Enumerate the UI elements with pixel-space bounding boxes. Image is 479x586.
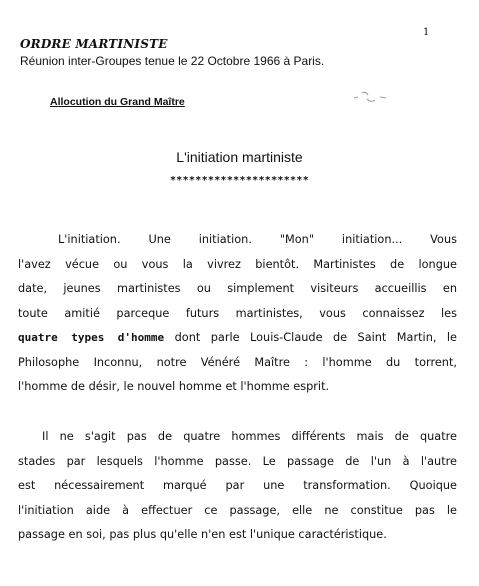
paragraph-2-line-4: l'initiation aide à effectuer ce passage, elle ne constitue pas le [18,503,457,517]
paragraph-1-line-6: Philosophe Inconnu, notre Vénéré Maître : l'homme du torrent, [18,355,457,369]
order-title: ORDRE MARTINISTE [20,37,168,51]
article-title: L'initiation martiniste [176,149,303,165]
paragraph-2-line-2: stades par lesquels l'homme passe. Le passage de l'un à l'autre [18,454,457,468]
paragraph-1-line-2: l'avez vécue ou vous la vivrez bientôt. Martinistes de longue [18,257,457,271]
paragraph-1-line-7: l'homme de désir, le nouvel homme et l'homme esprit. [18,380,330,393]
paragraph-2 [18,425,457,548]
speech-heading: Allocution du Grand Maître [50,96,185,108]
meeting-line: Réunion inter-Groupes tenue le 22 Octobre 1966 à Paris. [20,54,325,68]
paragraph-1-line-1: L'initiation. Une initiation. "Mon" initiation... Vous [58,233,457,246]
paragraph-1 [18,228,457,400]
emphasis-four-types: quatre types d'homme [18,331,165,344]
paragraph-1-line-5-rest: dont parle Louis-Claude de Saint Martin, le [164,331,457,344]
paragraph-1-line-5 [18,326,457,351]
paragraph-2-line-1: Il ne s'agit pas de quatre hommes différents mais de quatre [42,430,457,443]
paragraph-1-line-3: date, jeunes martinistes ou simplement visiteurs accueillis en [18,282,457,295]
scan-artifact-mark [352,89,392,107]
paragraph-2-line-3: est nécessairement marqué par une transformation. Quoique [18,479,457,492]
paragraph-1-line-4: toute amitié parceque futurs martinistes, vous connaissez les [18,306,457,320]
title-asterisk-rule: ********************** [169,175,310,186]
page-number: 1 [423,27,430,38]
paragraph-2-line-5: passage en soi, pas plus qu'elle n'en est l'unique caractéristique. [18,528,387,541]
